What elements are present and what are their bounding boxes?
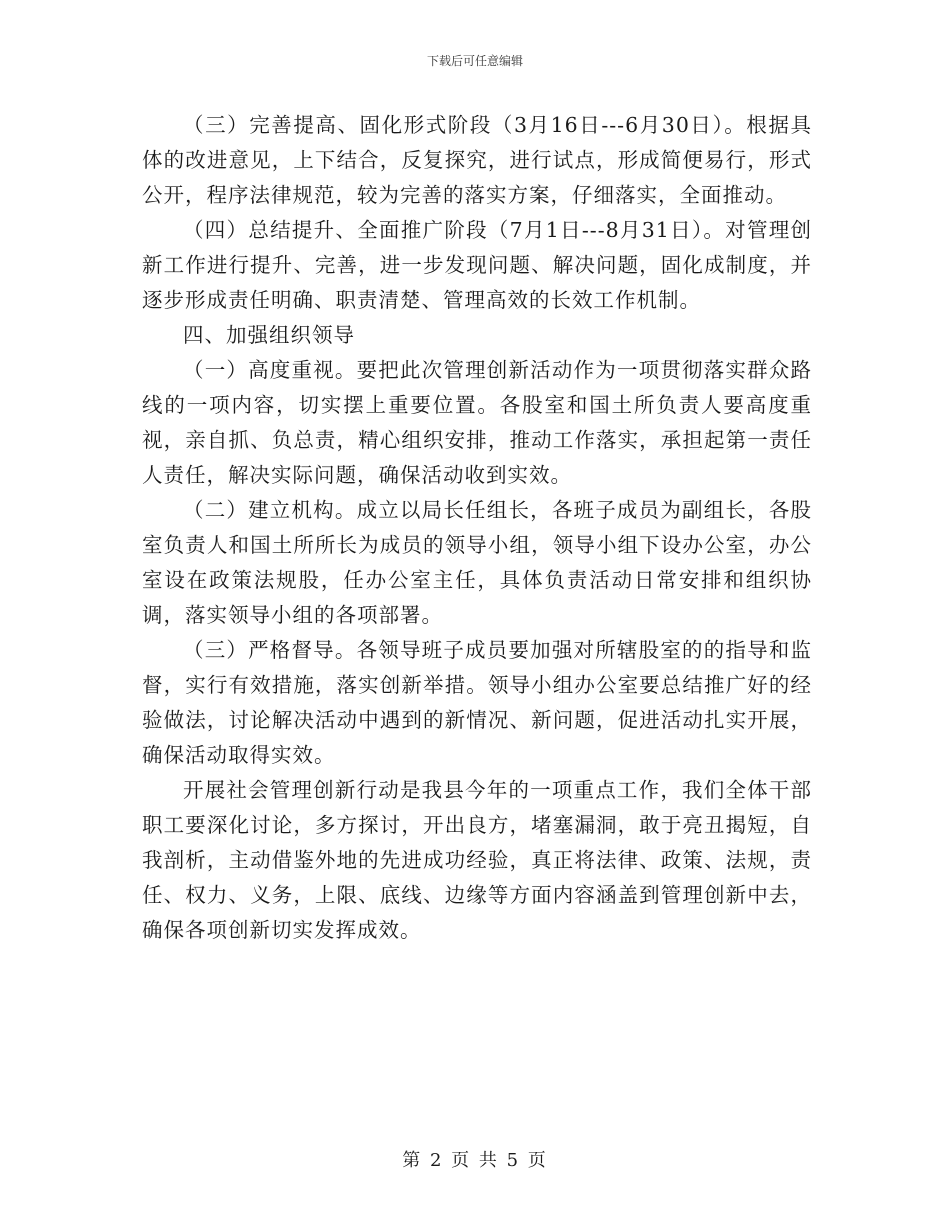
paragraph-supervision: （三）严格督导。各领导班子成员要加强对所辖股室的的指导和监督，实行有效措施，落实创新举措。领导小组办公室要总结推广好的经验做法，讨论解决活动中遇到的新情况、新问题，促进活动扎实开展，确保活动取得实效。 [142, 638, 812, 767]
paragraph-attention: （一）高度重视。要把此次管理创新活动作为一项贯彻落实群众路线的一项内容，切实摆上重要位置。各股室和国土所负责人要高度重视，亲自抓、负总责，精心组织安排，推动工作落实，承担起第一责任人责任，解决实际问题，确保活动收到实效。 [142, 358, 812, 487]
paragraph-stage-four: （四）总结提升、全面推广阶段（7月1日---8月31日）。对管理创新工作进行提升、完善，进一步发现问题、解决问题，固化成制度，并逐步形成责任明确、职责清楚、管理高效的长效工作机制。 [142, 218, 812, 312]
section-heading-leadership: 四、加强组织领导 [183, 323, 355, 347]
page-number-footer: 第 2 页 共 5 页 [402, 1150, 548, 1171]
paragraph-stage-three: （三）完善提高、固化形式阶段（3月16日---6月30日）。根据具体的改进意见，上下结合，反复探究，进行试点，形成简便易行，形式公开，程序法律规范，较为完善的落实方案，仔细落实，全面推动。 [142, 113, 812, 207]
paragraph-organization: （二）建立机构。成立以局长任组长，各班子成员为副组长，各股室负责人和国土所所长为成员的领导小组，领导小组下设办公室，办公室设在政策法规股，任办公室主任，具体负责活动日常安排和组织协调，落实领导小组的各项部署。 [142, 498, 812, 627]
document-body [142, 108, 812, 948]
page-header: 下载后可任意编辑 [426, 54, 523, 68]
paragraph-conclusion: 开展社会管理创新行动是我县今年的一项重点工作，我们全体干部职工要深化讨论，多方探讨，开出良方，堵塞漏洞，敢于亮丑揭短，自我剖析，主动借鉴外地的先进成功经验，真正将法律、政策、法规，责任、权力、义务，上限、底线、边缘等方面内容涵盖到管理创新中去，确保各项创新切实发挥成效。 [142, 778, 812, 942]
